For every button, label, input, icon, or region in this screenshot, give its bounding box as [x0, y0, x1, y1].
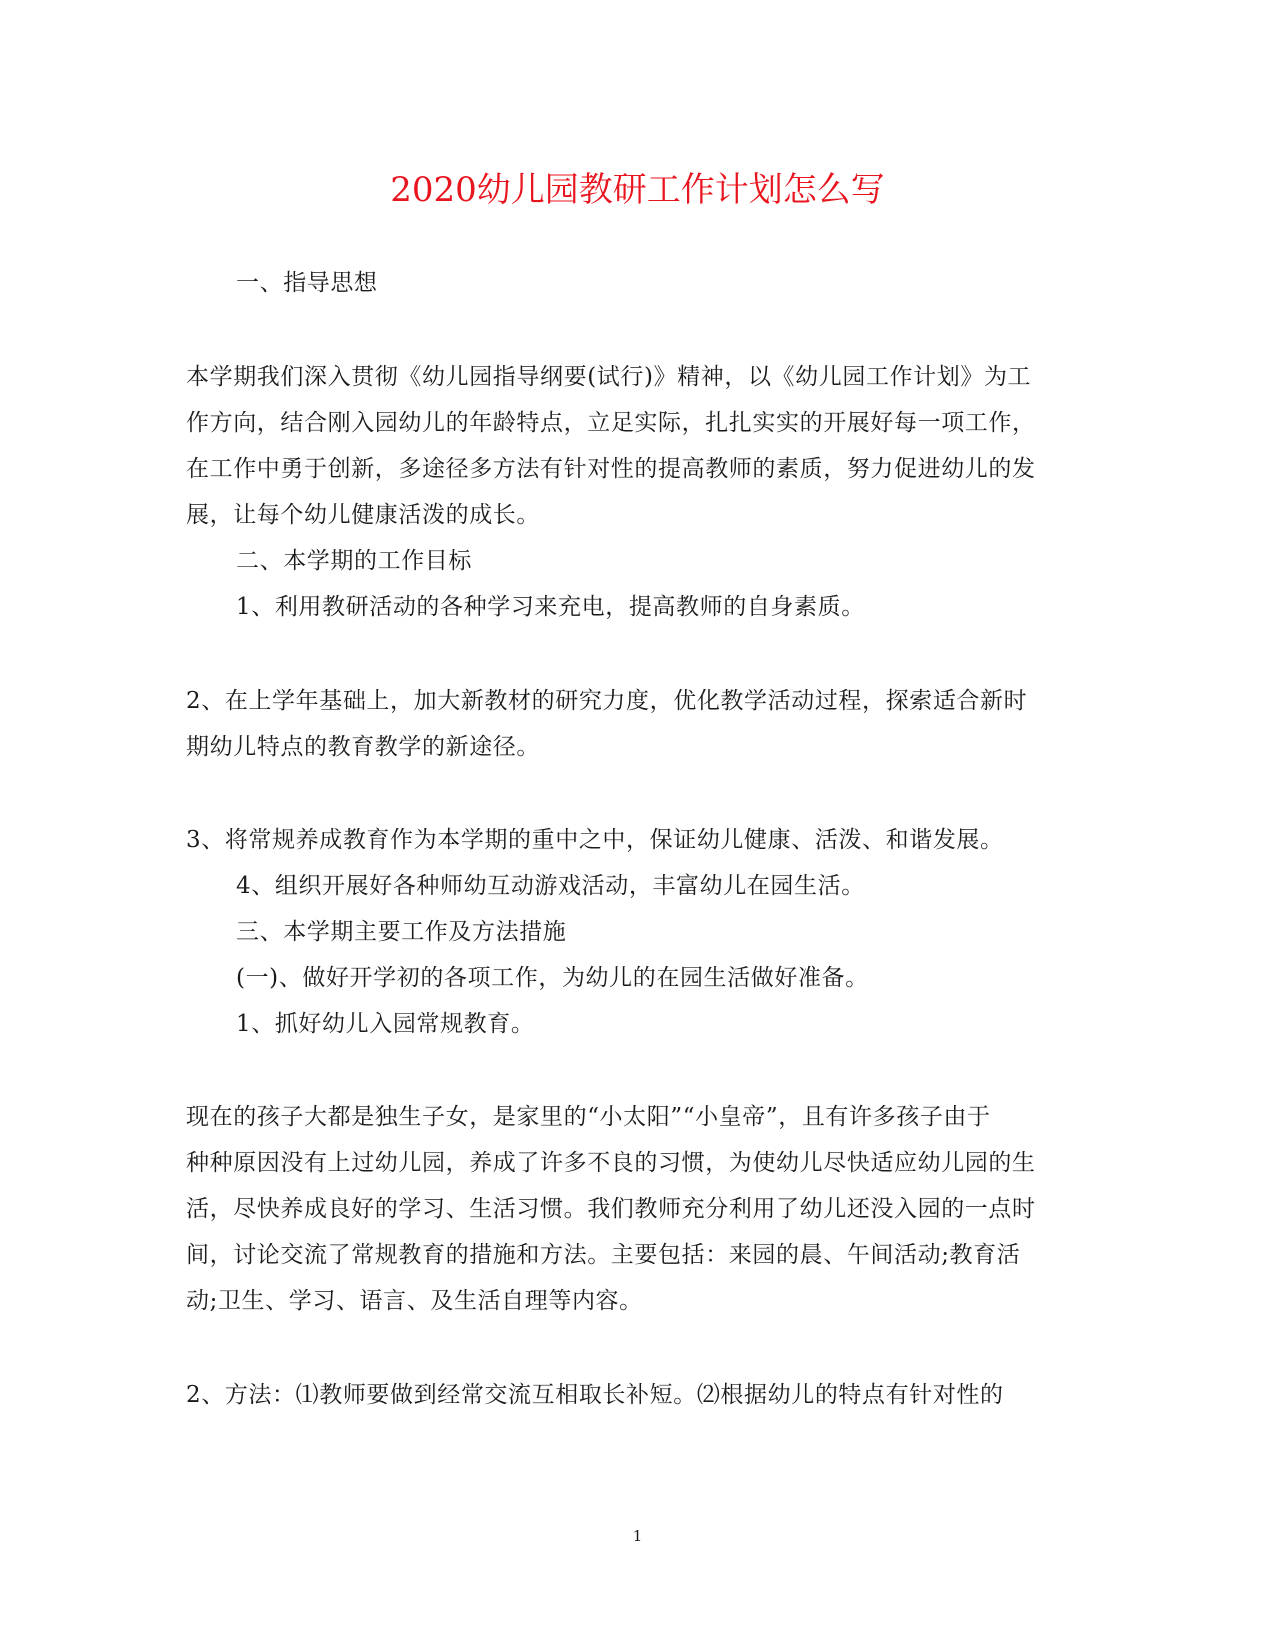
heading-semester-goals: 二、本学期的工作目标: [236, 548, 472, 574]
subheading-semester-start: (一)、做好开学初的各项工作，为幼儿的在园生活做好准备。: [236, 965, 869, 991]
paragraph-line: 现在的孩子大都是独生子女，是家里的“小太阳”“小皇帝”，且有许多孩子由于: [186, 1104, 991, 1130]
paragraph-line: 间，讨论交流了常规教育的措施和方法。主要包括：来园的晨、午间活动;教育活: [186, 1242, 1021, 1268]
document-title: 2020幼儿园教研工作计划怎么写: [390, 170, 885, 210]
page-number: 1: [632, 1527, 643, 1545]
heading-guiding-ideology: 一、指导思想: [236, 270, 378, 296]
goal-item-3: 3、将常规养成教育作为本学期的重中之中，保证幼儿健康、活泼、和谐发展。: [186, 827, 1004, 853]
paragraph-line: 在工作中勇于创新，多途径多方法有针对性的提高教师的素质，努力促进幼儿的发: [186, 456, 1036, 482]
methods-line: 2、方法：⑴教师要做到经常交流互相取长补短。⑵根据幼儿的特点有针对性的: [186, 1382, 1004, 1408]
goal-item-1: 1、利用教研活动的各种学习来充电，提高教师的自身素质。: [236, 594, 865, 620]
paragraph-line: 展，让每个幼儿健康活泼的成长。: [186, 502, 540, 528]
subitem-routine-education: 1、抓好幼儿入园常规教育。: [236, 1011, 535, 1037]
paragraph-line: 种种原因没有上过幼儿园，养成了许多不良的习惯，为使幼儿尽快适应幼儿园的生: [186, 1150, 1036, 1176]
paragraph-line: 动;卫生、学习、语言、及生活自理等内容。: [186, 1288, 643, 1314]
goal-item-2-line: 期幼儿特点的教育教学的新途径。: [186, 734, 540, 760]
paragraph-line: 活，尽快养成良好的学习、生活习惯。我们教师充分利用了幼儿还没入园的一点时: [186, 1196, 1036, 1222]
paragraph-line: 本学期我们深入贯彻《幼儿园指导纲要(试行)》精神，以《幼儿园工作计划》为工: [186, 364, 1032, 390]
goal-item-2-line: 2、在上学年基础上，加大新教材的研究力度，优化教学活动过程，探索适合新时: [186, 688, 1028, 714]
paragraph-line: 作方向，结合刚入园幼儿的年龄特点，立足实际，扎扎实实的开展好每一项工作，: [186, 410, 1036, 436]
goal-item-4: 4、组织开展好各种师幼互动游戏活动，丰富幼儿在园生活。: [236, 873, 865, 899]
heading-main-work: 三、本学期主要工作及方法措施: [236, 919, 567, 945]
